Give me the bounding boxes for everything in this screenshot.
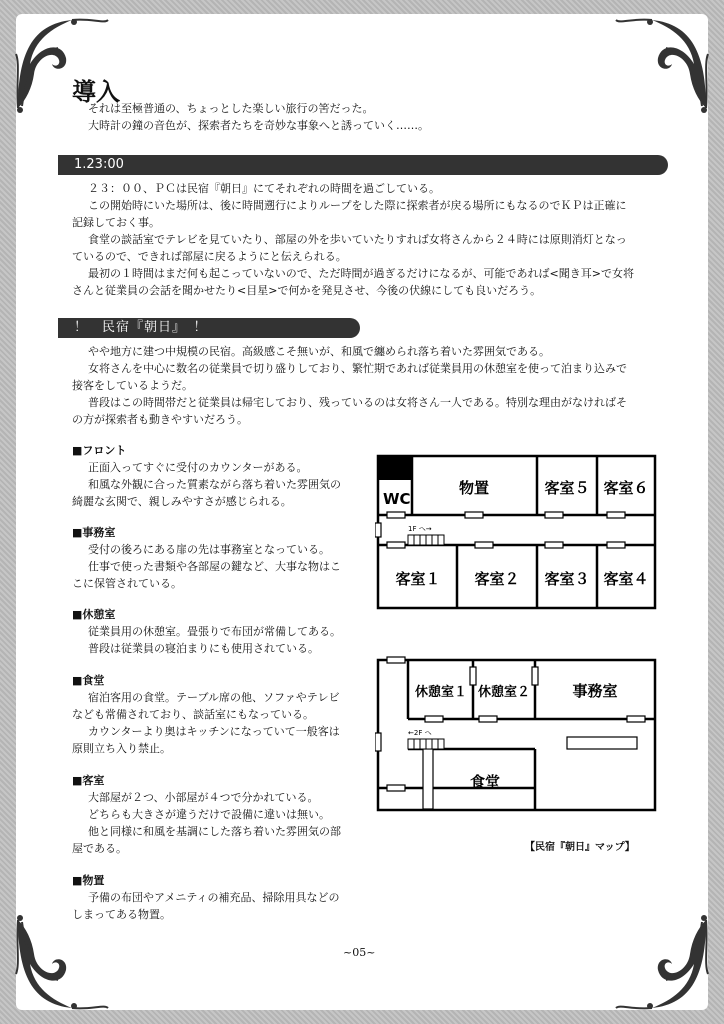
floor-map bbox=[375, 453, 660, 833]
map-label-wc: WC bbox=[383, 490, 411, 508]
room-line: なども常備されており、談話室にもなっている。 bbox=[72, 708, 314, 721]
counter-block bbox=[567, 737, 637, 749]
room-line: カウンターより奥はキッチンになっていて一般客は bbox=[88, 725, 340, 738]
room-line: しまってある物置。 bbox=[72, 908, 171, 921]
room-line: 予備の布団やアメニティの補充品、掃除用具などの bbox=[88, 891, 340, 904]
corner-ornament-icon bbox=[612, 914, 712, 1014]
room-heading: ■食堂 bbox=[72, 674, 105, 687]
room-line: 受付の後ろにある扉の先は事務室となっている。 bbox=[88, 543, 330, 556]
room-line: 他と同様に和風を基調にした落ち着いた雰囲気の部 bbox=[88, 825, 341, 838]
map-label-room2: 客室２ bbox=[474, 570, 520, 588]
room-line: 大部屋が２つ、小部屋が４つで分かれている。 bbox=[88, 791, 319, 804]
map-label-room1: 客室１ bbox=[395, 570, 441, 588]
map-label-rest1: 休憩室１ bbox=[414, 685, 468, 700]
room-heading: ■フロント bbox=[72, 444, 127, 457]
page-title: 導入 bbox=[72, 78, 120, 106]
map-label-stairs-up: ←2F へ bbox=[408, 729, 432, 737]
map-label-rest2: 休憩室２ bbox=[477, 685, 531, 700]
section-header-inn: ！ 民宿『朝日』 ！ bbox=[58, 318, 360, 338]
room-heading: ■物置 bbox=[72, 874, 105, 887]
room-line: どちらも大きさが違うだけで設備に違いは無い。 bbox=[88, 808, 330, 821]
body-line: の方が探索者も動きやすいだろう。 bbox=[72, 413, 248, 426]
page-number: ~05~ bbox=[343, 946, 376, 959]
intro-line: 大時計の鐘の音色が、探索者たちを奇妙な事象へと誘っていく……。 bbox=[88, 119, 429, 132]
map-label-room6: 客室６ bbox=[603, 479, 649, 497]
map-caption: 【民宿『朝日』マップ】 bbox=[525, 842, 635, 853]
body-line: やや地方に建つ中規模の民宿。高級感こそ無いが、和風で纏められ落ち着いた雰囲気である。 bbox=[88, 345, 550, 358]
map-label-dining: 食堂 bbox=[469, 773, 501, 791]
map-label-stairs-down: 1F へ→ bbox=[408, 525, 432, 533]
room-line: こに保管されている。 bbox=[72, 577, 182, 590]
room-line: 正面入ってすぐに受付のカウンターがある。 bbox=[88, 461, 308, 474]
map-label-storage: 物置 bbox=[458, 479, 490, 497]
body-line: この開始時にいた場所は、後に時間遡行によりループをした際に探索者が戻る場所にもなるのでＫＰは正確に bbox=[88, 199, 627, 212]
body-line: 女将さんを中心に数名の従業員で切り盛りしており、繁忙期であれば従業員用の休憩室を使って泊まり込みで bbox=[88, 362, 627, 375]
room-line: 綺麗な玄関で、親しみやすさが感じられる。 bbox=[72, 495, 292, 508]
wc-black-block bbox=[378, 456, 411, 480]
room-line: 普段は従業員の寝泊まりにも使用されている。 bbox=[88, 642, 319, 655]
map-label-room5: 客室５ bbox=[544, 479, 590, 497]
map-label-office: 事務室 bbox=[572, 682, 618, 700]
kitchen-counter bbox=[423, 749, 433, 809]
corner-ornament-icon bbox=[12, 914, 112, 1014]
room-line: 和風な外観に合った質素ながら落ち着いた雰囲気の bbox=[88, 478, 341, 491]
body-line: 食堂の談話室でテレビを見ていたり、部屋の外を歩いていたりすれば女将さんから２４時には原則消灯となっ bbox=[88, 233, 627, 246]
body-line: 接客をしているようだ。 bbox=[72, 379, 193, 392]
room-line: 宿泊客用の食堂。テーブル席の他、ソファやテレビ bbox=[88, 691, 340, 704]
body-line: 最初の１時間はまだ何も起こっていないので、ただ時間が過ぎるだけになるが、可能であれば<聞き耳>で女将 bbox=[88, 267, 634, 280]
body-line: さんと従業員の会話を聞かせたり<目星>で何かを発見させ、今後の伏線にしても良いだろう。 bbox=[72, 284, 542, 297]
room-heading: ■事務室 bbox=[72, 526, 116, 539]
room-line: 従業員用の休憩室。畳張りで布団が常備してある。 bbox=[88, 625, 341, 638]
body-line: 記録しておく事。 bbox=[72, 216, 160, 229]
room-line: 原則立ち入り禁止。 bbox=[72, 742, 171, 755]
body-line: ２３：００、ＰＣは民宿『朝日』にてそれぞれの時間を過ごしている。 bbox=[88, 182, 440, 195]
room-line: 仕事で使った書類や各部屋の鍵など、大事な物はこ bbox=[88, 560, 341, 573]
room-line: 屋である。 bbox=[72, 842, 127, 855]
intro-line: それは至極普通の、ちょっとした楽しい旅行の筈だった。 bbox=[88, 102, 374, 115]
map-label-room4: 客室４ bbox=[603, 570, 649, 588]
room-heading: ■休憩室 bbox=[72, 608, 116, 621]
body-line: ているので、できれば部屋に戻るようにと伝えられる。 bbox=[72, 250, 347, 263]
section-header-time: 1.23:00 bbox=[58, 155, 668, 175]
room-heading: ■客室 bbox=[72, 774, 105, 787]
body-line: 普段はこの時間帯だと従業員は帰宅しており、残っているのは女将さん一人である。特別な理由がなければそ bbox=[88, 396, 627, 409]
map-label-room3: 客室３ bbox=[544, 570, 590, 588]
corner-ornament-icon bbox=[612, 14, 712, 114]
